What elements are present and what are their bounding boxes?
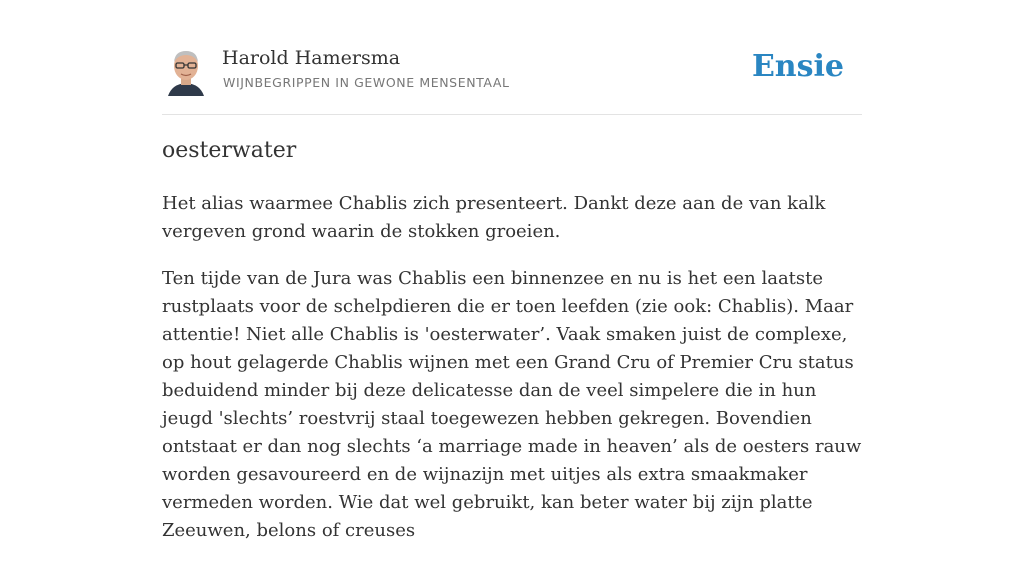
term-title: oesterwater (162, 138, 297, 163)
article-body (162, 190, 862, 564)
paragraph: Het alias waarmee Chablis zich presenteert. Dankt deze aan de van kalk vergeven grond waarin de stokken groeien. (162, 193, 826, 242)
ensie-logo-link[interactable]: Ensie (751, 49, 844, 84)
author-avatar[interactable] (164, 46, 208, 96)
author-name[interactable]: Harold Hamersma (222, 47, 401, 69)
author-subtitle: WIJNBEGRIPPEN IN GEWONE MENSENTAAL (223, 75, 510, 90)
paragraph: Ten tijde van de Jura was Chablis een binnenzee en nu is het een laatste rustplaats voor de schelpdieren die er toen leefden (zie ook: Chablis). Maar attentie! Niet alle Chablis is 'oesterwater’. Vaak smaken juist de complexe, op hout gelagerde Chablis wijnen met een Grand Cru of Premier Cru status beduidend minder bij deze delicatesse dan de veel simpelere die in hun jeugd 'slechts’ roestvrij staal toegewezen hebben gekregen. Bovendien ontstaat er dan nog slechts ‘a marriage made in heaven’ als de oesters rauw worden gesavoureerd en de wijnazijn met uitjes als extra smaakmaker vermeden worden. Wie dat wel gebruikt, kan beter water bij zijn platte Zeeuwen, belons of creuses (162, 268, 862, 541)
header (162, 44, 862, 115)
